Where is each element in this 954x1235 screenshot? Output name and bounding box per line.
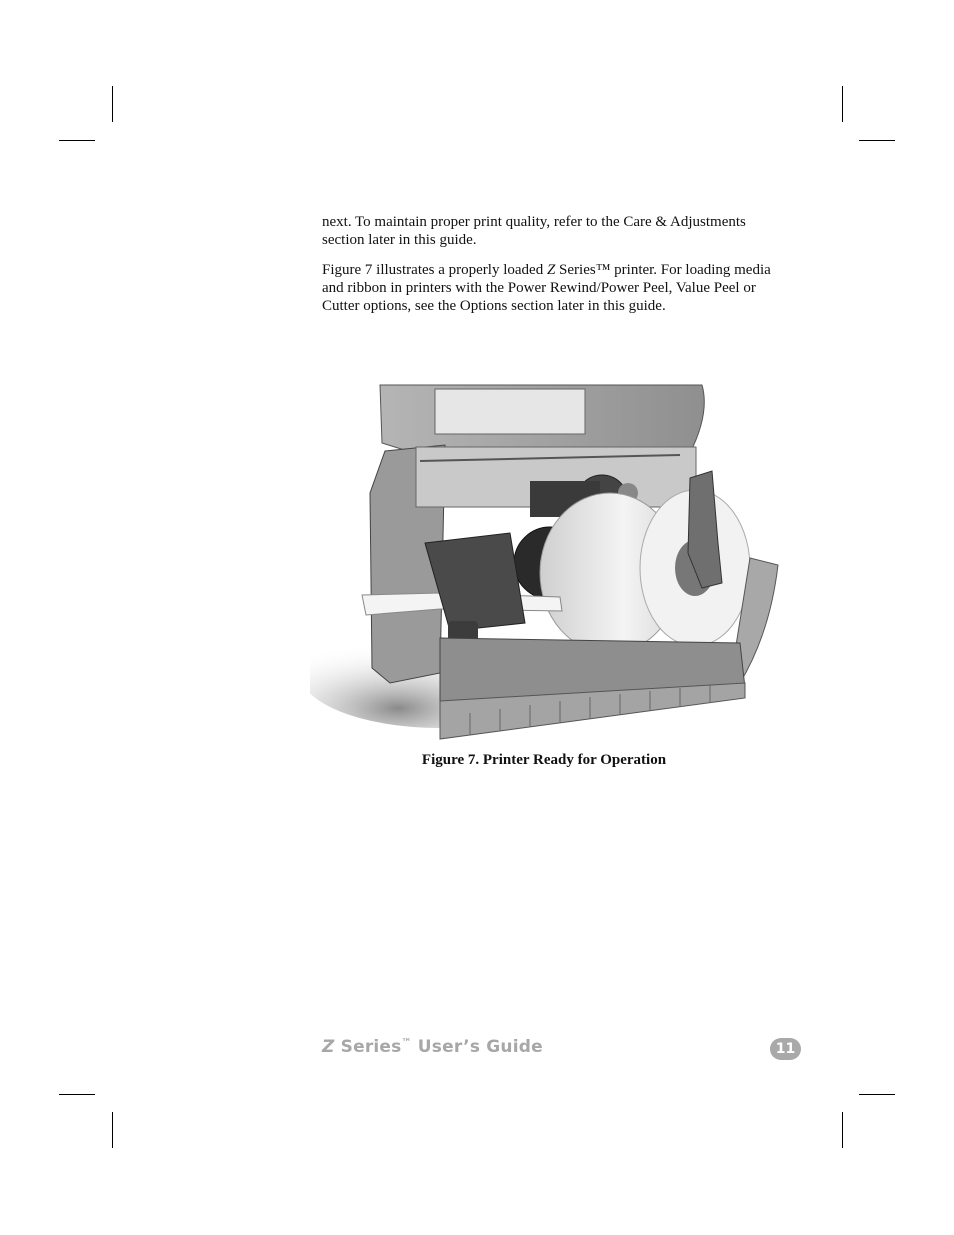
paragraph-2: Figure 7 illustrates a properly loaded Z Series™ printer. For loading media and ribbon in printers with the Power Rewind/Power Peel, Value Peel or Cutter options, see the Options section later in this guide. bbox=[322, 262, 771, 314]
crop-mark-bottom-left-vertical bbox=[112, 1112, 113, 1148]
crop-mark-top-right-horizontal bbox=[859, 140, 895, 141]
crop-mark-bottom-left-horizontal bbox=[59, 1094, 95, 1095]
crop-mark-bottom-right-vertical bbox=[842, 1112, 843, 1148]
crop-mark-top-right-vertical bbox=[842, 86, 843, 122]
lid-window bbox=[435, 389, 585, 434]
paragraph-1: next. To maintain proper print quality, refer to the Care & Adjustments section later in this guide. bbox=[322, 214, 746, 248]
crop-mark-top-left-vertical bbox=[112, 86, 113, 122]
footer-title: Z Series™ User’s Guide bbox=[322, 1037, 543, 1057]
crop-mark-bottom-right-horizontal bbox=[859, 1094, 895, 1095]
figure-caption: Figure 7. Printer Ready for Operation bbox=[421, 752, 667, 768]
page-number-badge: 11 bbox=[770, 1038, 801, 1060]
printer-illustration bbox=[310, 383, 782, 745]
body-text bbox=[322, 213, 782, 327]
crop-mark-top-left-horizontal bbox=[59, 140, 95, 141]
